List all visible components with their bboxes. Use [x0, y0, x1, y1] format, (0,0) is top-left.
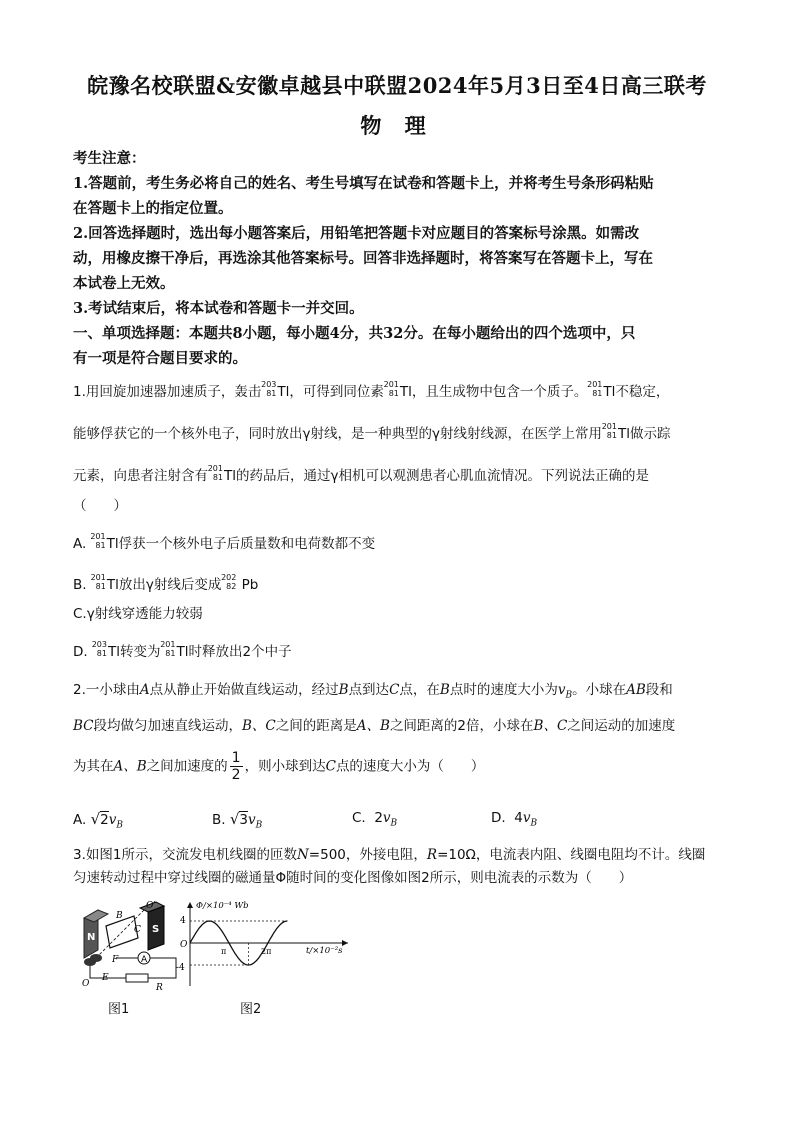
- q2-option-c[interactable]: C. $2v_B$: [352, 810, 398, 829]
- q1-text: 1.用回旋加速器加速质子，轰击: [73, 384, 262, 400]
- q1-option-d[interactable]: D. 203 81 Tl转变为 201 81 Tl时释放出2个中子: [73, 640, 292, 660]
- q2-option-b[interactable]: B. $√3v_B$: [212, 810, 263, 831]
- exam-title: 皖豫名校联盟&安徽卓越县中联盟2024年5月3日至4日高三联考: [87, 73, 707, 98]
- q1-line2: 能够俘获它的一个核外电子，同时放出γ射线，是一种典型的γ射线射线源，在医学上常用 201 81 Tl做示踪: [73, 422, 671, 442]
- y-tick-label-4: 4: [180, 916, 186, 926]
- fraction-one-half: $\frac{1}{2}$: [231, 750, 241, 783]
- y-tick-label-neg4: -4: [176, 963, 185, 973]
- nuclide-tl201: 201 81: [587, 380, 603, 398]
- nuclide-tl201: 201 81: [601, 422, 617, 440]
- svg-text:C: C: [134, 925, 141, 935]
- q1-option-c[interactable]: C.γ射线穿透能力较弱: [73, 606, 203, 622]
- nuclide-tl201: 201 81: [90, 573, 106, 591]
- notice-item3: 3.考试结束后，将本试卷和答题卡一并交回。: [73, 300, 364, 317]
- q2-line3: 为其在A、B之间加速度的 $\frac{1}{2}$ ，则小球到达C点的速度大小为（ ）: [73, 750, 485, 783]
- notice-block: [73, 146, 723, 371]
- nuclide-tl201: 201 81: [207, 464, 223, 482]
- label-s: S: [152, 924, 160, 935]
- q1-text: 的药品后，通过γ相机可以观测患者心肌血流情况。下列说法正确的是: [236, 468, 649, 484]
- q1-text: 能够俘获它的一个核外电子，同时放出γ射线，是一种典型的γ射线射线源，在医学上常用: [73, 426, 602, 442]
- q1-text: 元素，向患者注射含有: [73, 468, 208, 484]
- nuclide-tl201: 201 81: [383, 380, 399, 398]
- nuclide-tl201: 201 81: [160, 640, 176, 658]
- q1-option-b[interactable]: B. 201 81 Tl放出γ射线后变成 202 82 Pb: [73, 573, 259, 593]
- nuclide-tl201: 201 81: [90, 532, 106, 550]
- notice-item2-line3: 本试卷上无效。: [73, 275, 175, 292]
- figure1-caption: 图1: [108, 1002, 130, 1017]
- figure2-caption: 图2: [240, 1002, 262, 1017]
- x-tick-label-pi: π: [221, 947, 227, 956]
- q1-text: 不稳定，: [615, 384, 670, 400]
- notice-item2-line1: 2.回答选择题时，选出每小题答案后，用铅笔把答题卡对应题目的答案标号涂黑。如需改: [73, 225, 640, 242]
- subject-title: 物 理: [360, 113, 434, 138]
- notice-item2-line2: 动，用橡皮擦干净后，再选涂其他答案标号。回答非选择题时，将答案写在答题卡上，写在: [73, 250, 653, 267]
- svg-text:F: F: [112, 955, 119, 965]
- resistor: [126, 974, 148, 982]
- origin-label: O: [180, 940, 188, 950]
- q3-line2: 匀速转动过程中穿过线圈的磁通量Φ随时间的变化图像如图2所示，则电流表的示数为（ ）: [73, 870, 633, 886]
- q3-line1: 3.如图1所示，交流发电机线圈的匝数N=500，外接电阻，R=10Ω，电流表内阻、线圈电阻均不计。线圈: [73, 847, 706, 863]
- svg-text:E: E: [102, 973, 109, 983]
- q1-text: ，且生成物中包含一个质子。: [411, 384, 588, 400]
- q2-option-a[interactable]: A. $√2v_B$: [73, 810, 124, 831]
- q2-line1: 2.一小球由A点从静止开始做直线运动，经过B点到达C点，在B点时的速度大小为$v_B$。小球在AB段和: [73, 682, 673, 701]
- flux-time-chart: [178, 898, 358, 988]
- q1-line3: 元素，向患者注射含有 201 81 Tl的药品后，通过γ相机可以观测患者心肌血流情况。下列说法正确的是: [73, 464, 649, 484]
- svg-text:R: R: [156, 983, 163, 993]
- notice-item1-line1: 1.答题前，考生务必将自己的姓名、考生号填写在试卷和答题卡上，并将考生号条形码粘贴: [73, 175, 654, 192]
- nuclide-pb202: 202 82: [221, 573, 237, 591]
- y-axis-label: Φ/×10⁻⁴ Wb: [196, 901, 249, 911]
- nuclide-tl203: 203 81: [91, 640, 107, 658]
- svg-text:A: A: [141, 955, 148, 965]
- section1-line2: 有一项是符合题目要求的。: [73, 350, 247, 367]
- q1-line1: 1.用回旋加速器加速质子，轰击 203 81 Tl，可得到同位素 201 81 Tl，且生成物中包含一个质子。 201 81 Tl不稳定，: [73, 380, 670, 400]
- svg-text:O′: O′: [146, 901, 156, 911]
- notice-heading: 考生注意：: [73, 150, 146, 167]
- notice-item1-line2: 在答题卡上的指定位置。: [73, 200, 233, 217]
- svg-text:O: O: [82, 979, 90, 989]
- q1-option-a[interactable]: A. 201 81 Tl俘获一个核外电子后质量数和电荷数都不变: [73, 532, 376, 552]
- q2-option-d[interactable]: D. $4v_B$: [491, 810, 538, 829]
- q1-text: ，可得到同位素: [289, 384, 384, 400]
- q1-bracket: （ ）: [73, 498, 127, 514]
- x-tick-label-2pi: 2π: [261, 947, 272, 956]
- q2-line2: BC段均做匀加速直线运动，B、C之间的距离是A、B之间距离的2倍，小球在B、C之间运动的加速度: [73, 718, 676, 734]
- slip-ring: [90, 954, 102, 962]
- label-n: N: [87, 932, 96, 943]
- q1-text: 做示踪: [629, 426, 671, 442]
- section1-line1: 一、单项选择题：本题共8小题，每小题4分，共32分。在每小题给出的四个选项中，只: [73, 325, 636, 342]
- generator-diagram: [76, 898, 186, 993]
- nuclide-tl203: 203 81: [261, 380, 277, 398]
- x-axis-label: t/×10⁻²s: [306, 946, 343, 956]
- svg-text:B: B: [116, 911, 123, 921]
